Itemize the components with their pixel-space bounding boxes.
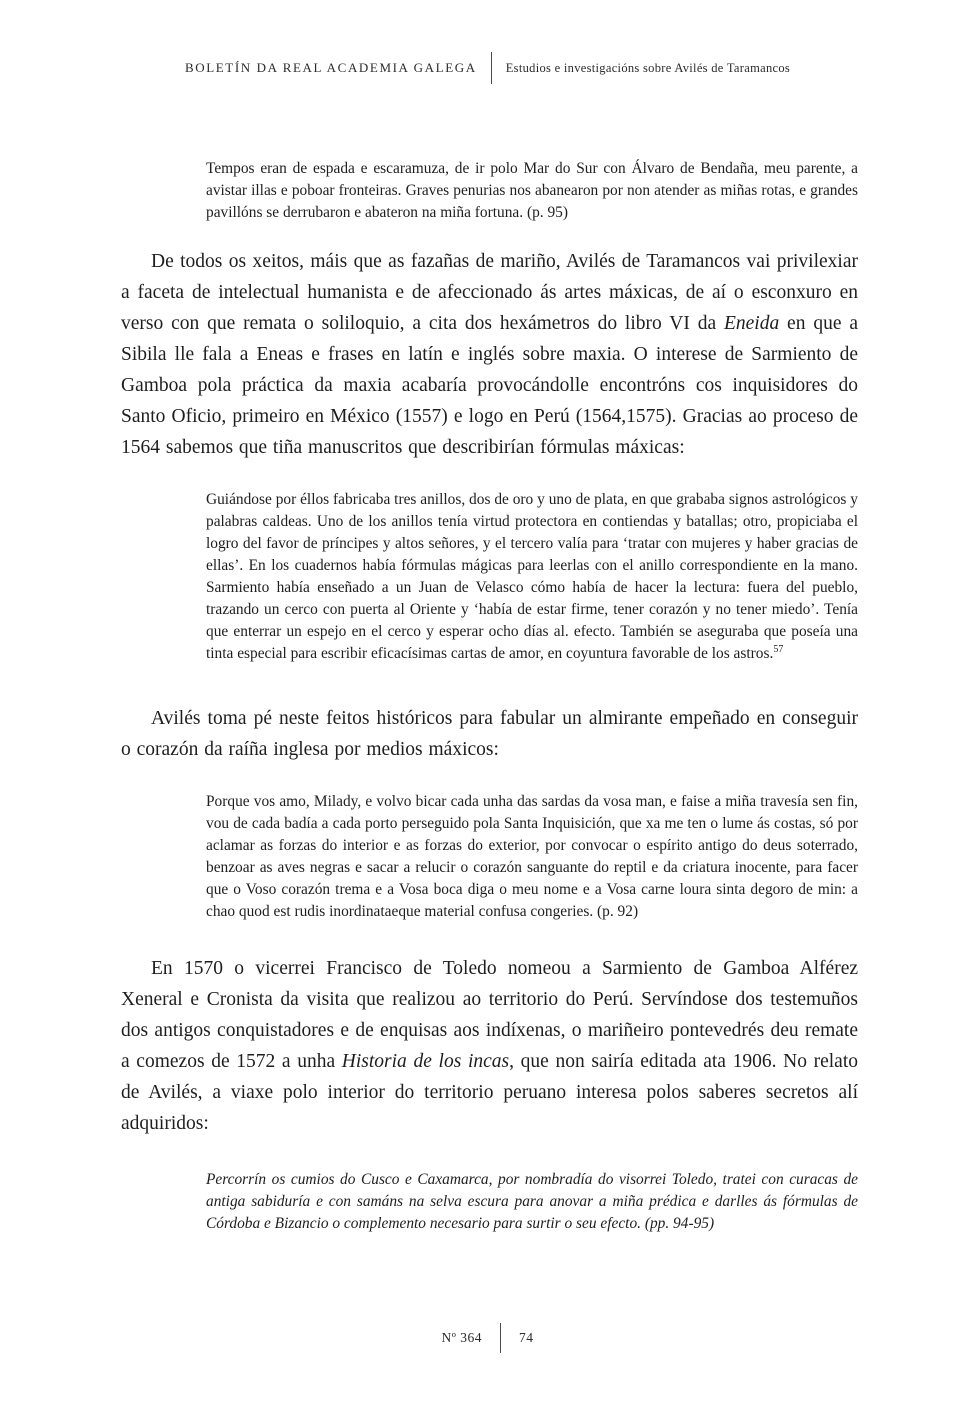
- paragraph-text: en que a Sibila lle fala a Eneas e frases en latín e inglés sobre maxia. O interese de Sarmiento de Gamboa pola práctica da maxia acabaría provocándolle encontróns cos inquisidores do Santo Oficio, primeiro en México (1557) e logo en Perú (1564,1575). Gracias ao proceso de 1564 sabemos que tiña manuscritos que describirían fórmulas máxicas:: [121, 313, 858, 458]
- paragraph-text: De todos os xeitos, máis que as fazañas de mariño, Avilés de Taramancos vai privilexiar a faceta de intelectual humanista e de afeccionado ás artes máxicas, de aí o esconxuro en verso con que remata o soliloquio, a cita dos hexámetros do libro VI da: [121, 251, 858, 334]
- article-body: [121, 158, 858, 1265]
- paragraph-text: En 1570 o vicerrei Francisco de Toledo nomeou a Sarmiento de Gamboa Alférez Xeneral e Cronista da visita que realizou ao territorio do Perú. Servíndose dos testemuños dos antigos conquistadores e de enquisas aos indíxenas, o mariñeiro pontevedrés deu remate a comezos de 1572 a unha: [121, 958, 858, 1072]
- work-title-eneida: Eneida: [723, 313, 780, 334]
- journal-title: BOLETÍN DA REAL ACADEMIA GALEGA: [184, 60, 477, 75]
- paragraph-xeitos: [121, 246, 858, 463]
- page-footer: [0, 1320, 975, 1356]
- block-quote-percorrin: Percorrín os cumios do Cusco e Caxamarca, por nombradía do visorrei Toledo, tratei con curacas de antiga sabiduría e con samáns na selva escura para anovar a miña prédica e darlles ás fórmulas de Córdoba e Bizancio o complemento necesario para surtir o seu efecto. (pp. 94-95): [206, 1171, 858, 1232]
- footnote-reference: 57: [773, 643, 784, 655]
- journal-header: [0, 52, 975, 84]
- issue-number: Nº 364: [441, 1330, 483, 1345]
- block-quote-milady: Porque vos amo, Milady, e volvo bicar cada unha das sardas da vosa man, e faise a miña travesía sen fin, vou de cada badía a cada porto perseguido pola Santa Inquisición, que xa me ten o lume ás costas, só por aclamar as forzas do interior e as forzas do exterior, por convocar o espírito antigo do deus soterrado, benzoar as aves negras e sacar a relucir o corazón sanguante do reptil e da criatura inocente, para facer que o Voso corazón trema e a Vosa boca diga o meu nome e a Vosa carne loura sinta degoro de min: a chao quod est rudis inordinataeque material confusa congeries. (p. 92): [206, 793, 858, 920]
- header-divider: [491, 52, 492, 84]
- article-running-title: Estudios e investigacións sobre Avilés de Taramancos: [505, 60, 791, 75]
- paragraph-toledo: [121, 953, 858, 1139]
- page-number: 74: [519, 1330, 534, 1345]
- paragraph-text: , que non sairía editada ata 1906. No relato de Avilés, a viaxe polo interior do territorio peruano interesa polos saberes secretos alí adquiridos:: [121, 1051, 858, 1134]
- block-quote-anillos: [206, 489, 858, 665]
- block-quote-tempos: Tempos eran de espada e escaramuza, de ir polo Mar do Sur con Álvaro de Bendaña, meu parente, a avistar illas e poboar fronteiras. Graves penurias nos abanearon por non atender as miñas rotas, e grandes pavillóns se derrubaron e abateron na miña fortuna. (p. 95): [206, 160, 858, 221]
- paragraph-aviles: Avilés toma pé neste feitos históricos para fabular un almirante empeñado en conseguir o corazón da raíña inglesa por medios máxicos:: [121, 708, 858, 760]
- footer-divider: [500, 1323, 501, 1353]
- work-title-historia: Historia de los incas: [341, 1051, 510, 1072]
- quote-text: Guiándose por éllos fabricaba tres anillos, dos de oro y uno de plata, en que grababa signos astrológicos y palabras caldeas. Uno de los anillos tenía virtud protectora en contiendas y batallas; otro, propiciaba el logro del favor de príncipes y altos señores, y el tercero valía para ‘tratar con mujeres y haber gracias de ellas’. En los cuadernos había fórmulas mágicas para leerlas con el anillo correspondiente en la mano. Sarmiento había enseñado a un Juan de Velasco cómo había de hacer la lectura: fuera del pueblo, trazando un cerco con puerta al Oriente y ‘había de estar firme, tener corazón y no tener miedo’. Tenía que enterrar un espejo en el cerco y esperar ocho días al. efecto. También se aseguraba que poseía una tinta especial para escribir eficacísimas cartas de amor, en coyuntura favorable de los astros.: [206, 491, 858, 662]
